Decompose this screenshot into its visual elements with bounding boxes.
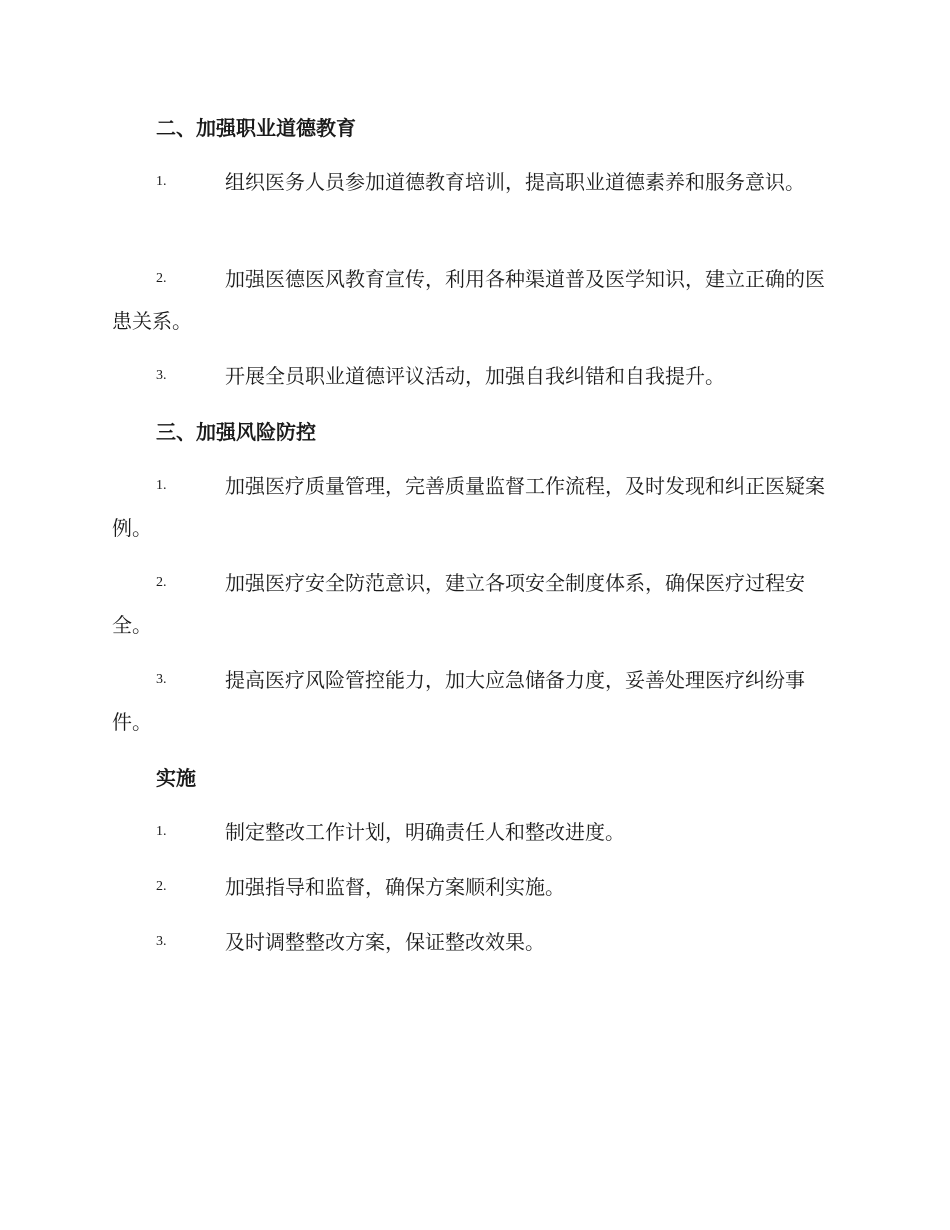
item-number: 3.: [156, 368, 167, 383]
list-item: [112, 465, 834, 549]
item-number: 1.: [156, 174, 167, 189]
list-item: [112, 355, 834, 397]
item-number: 1.: [156, 478, 167, 493]
list-item: [112, 921, 834, 963]
item-number: 3.: [156, 934, 167, 949]
section-heading-implementation: 实施: [156, 766, 196, 790]
item-text: 加强医疗质量管理，完善质量监督工作流程，及时发现和纠正医疑案例。: [112, 474, 825, 540]
item-number: 2.: [156, 879, 167, 894]
item-text: 加强医德医风教育宣传，利用各种渠道普及医学知识，建立正确的医患关系。: [112, 267, 825, 333]
item-text: 提高医疗风险管控能力，加大应急储备力度，妥善处理医疗纠纷事件。: [112, 668, 805, 734]
item-number: 2.: [156, 575, 167, 590]
list-item: [112, 659, 834, 743]
item-text: 及时调整整改方案，保证整改效果。: [225, 930, 545, 954]
list-item: [112, 811, 834, 853]
item-number: 2.: [156, 271, 167, 286]
item-text: 制定整改工作计划，明确责任人和整改进度。: [225, 820, 625, 844]
item-number: 3.: [156, 672, 167, 687]
section-heading-risk: 三、加强风险防控: [156, 420, 316, 444]
item-text: 加强指导和监督，确保方案顺利实施。: [225, 875, 565, 899]
list-item: [112, 562, 834, 646]
item-text: 开展全员职业道德评议活动，加强自我纠错和自我提升。: [225, 364, 725, 388]
list-item: [112, 161, 834, 203]
section-heading-ethics: 二、加强职业道德教育: [156, 116, 356, 140]
item-number: 1.: [156, 824, 167, 839]
list-item: [112, 258, 834, 342]
item-text: 加强医疗安全防范意识，建立各项安全制度体系，确保医疗过程安全。: [112, 571, 805, 637]
item-text: 组织医务人员参加道德教育培训，提高职业道德素养和服务意识。: [225, 170, 805, 194]
list-item: [112, 866, 834, 908]
